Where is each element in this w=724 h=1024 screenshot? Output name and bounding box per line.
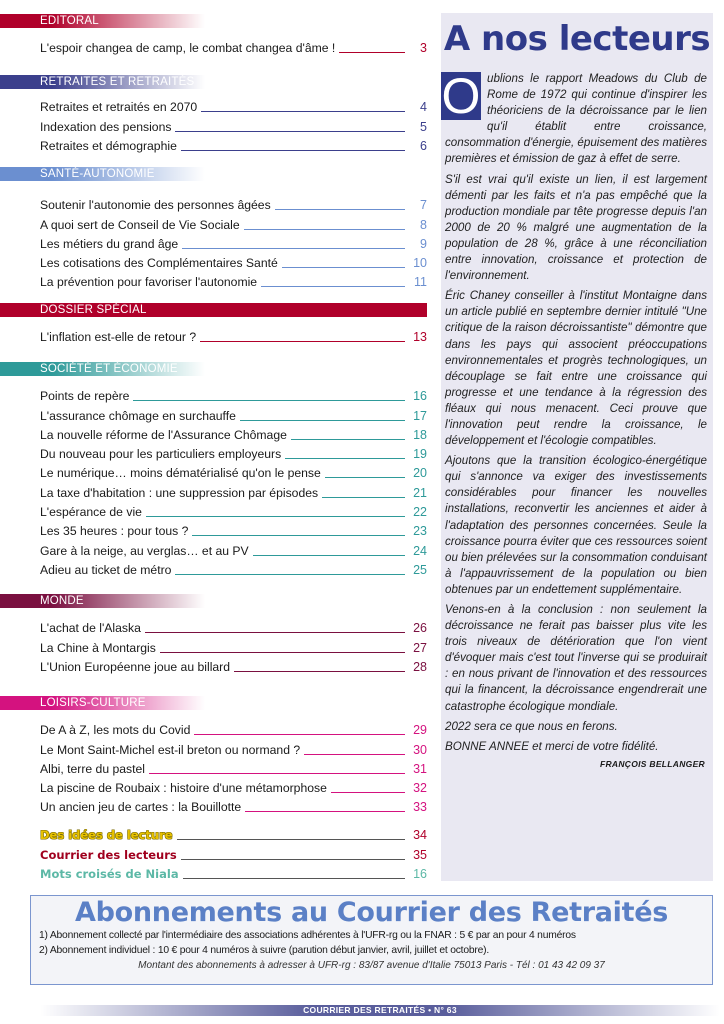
toc-entry-page: 32 bbox=[413, 781, 427, 796]
dot-leader bbox=[182, 248, 405, 249]
toc-entry-title: Retraites et retraités en 2070 bbox=[40, 100, 198, 115]
toc-entry[interactable] bbox=[0, 737, 427, 756]
dot-leader bbox=[261, 286, 405, 287]
dot-leader bbox=[181, 150, 405, 151]
toc-entry[interactable] bbox=[0, 193, 427, 212]
toc-entry-page: 26 bbox=[413, 621, 427, 636]
toc-entry-page: 21 bbox=[413, 485, 427, 500]
dot-leader bbox=[194, 734, 405, 735]
toc-entry-title: La prévention pour favoriser l'autonomie bbox=[40, 275, 258, 290]
toc-entry[interactable] bbox=[0, 270, 427, 289]
toc-entry-page: 20 bbox=[413, 466, 427, 481]
toc-entry-page: 28 bbox=[413, 659, 427, 674]
toc-entry-page: 34 bbox=[413, 828, 427, 843]
toc-entry-page: 35 bbox=[413, 847, 427, 862]
toc-entry-title: L'espérance de vie bbox=[40, 505, 142, 520]
toc-entry[interactable] bbox=[0, 538, 427, 557]
toc-entry-title: Un ancien jeu de cartes : la Bouillotte bbox=[40, 800, 242, 815]
editorial-signature: FRANÇOIS BELLANGER bbox=[599, 758, 705, 769]
toc-entry-title: Courrier des lecteurs bbox=[40, 847, 177, 862]
toc-entry-page: 16 bbox=[413, 866, 427, 881]
dot-leader bbox=[304, 754, 405, 755]
dot-leader bbox=[325, 477, 405, 478]
toc-entry-title: A quoi sert de Conseil de Vie Sociale bbox=[40, 217, 240, 232]
dot-leader bbox=[244, 229, 405, 230]
toc-entry[interactable] bbox=[0, 232, 427, 251]
toc-entry[interactable] bbox=[0, 212, 427, 231]
toc-section-loisirs bbox=[0, 696, 440, 814]
page-footer: COURRIER DES RETRAITÉS • N° 63 bbox=[40, 1005, 720, 1016]
toc-entry-title: La taxe d'habitation : une suppression par épisodes bbox=[40, 485, 319, 500]
toc-entry-page: 13 bbox=[413, 330, 427, 345]
toc-entry[interactable] bbox=[0, 384, 427, 403]
dot-leader bbox=[339, 52, 405, 53]
toc-entry-title: Indexation des pensions bbox=[40, 119, 172, 134]
toc-entry[interactable] bbox=[0, 95, 427, 114]
toc-entry[interactable] bbox=[0, 655, 427, 674]
subscription-option-2: 2) Abonnement individuel : 10 € pour 4 numéros à suivre (parution début janvier, avril, juillet et octobre). bbox=[39, 944, 490, 956]
toc-section-editoral bbox=[0, 14, 440, 55]
toc-entry-page: 6 bbox=[420, 138, 427, 153]
toc-entry[interactable] bbox=[0, 795, 427, 814]
editorial-title: A nos lecteurs bbox=[443, 19, 711, 59]
editorial-paragraph: Venons-en à la conclusion : non seulement la décroissance ne ferait pas baisser plus vite les trois niveaux de détérioration que l'on vient d'évoquer mais c'est tout l'inverse qui se produirait : en nous privant de l'innovation et des ressources qui la financent, la décroissance engendrerait une catastrophe écologique mondiale. bbox=[445, 603, 707, 713]
dot-leader bbox=[175, 574, 405, 575]
toc-entry-title: Le Mont Saint-Michel est-il breton ou normand ? bbox=[40, 742, 301, 757]
toc-entry-page: 16 bbox=[413, 389, 427, 404]
toc-entry[interactable] bbox=[0, 635, 427, 654]
toc-entry-title: Mots croisés de Niala bbox=[40, 866, 179, 881]
dot-leader bbox=[177, 839, 405, 840]
toc-entry-title: Retraites et démographie bbox=[40, 138, 177, 153]
toc-entry-page: 27 bbox=[413, 640, 427, 655]
toc-entry-page: 18 bbox=[413, 427, 427, 442]
toc-entry-title: Le numérique… moins dématérialisé qu'on le pense bbox=[40, 466, 321, 481]
dot-leader bbox=[245, 811, 405, 812]
toc-special-entry[interactable] bbox=[0, 823, 427, 842]
toc-entry-page: 7 bbox=[420, 198, 427, 213]
editorial-paragraph: BONNE ANNEE et merci de votre fidélité. bbox=[445, 739, 659, 753]
editorial-box bbox=[441, 13, 713, 881]
toc-entry-title: Les cotisations des Complémentaires Santé bbox=[40, 256, 278, 271]
toc-entry-title: L'inflation est-elle de retour ? bbox=[40, 330, 197, 345]
editorial-paragraph: 2022 sera ce que nous en ferons. bbox=[445, 719, 618, 733]
toc-section-dossier bbox=[0, 303, 440, 344]
section-header: MONDE bbox=[0, 594, 205, 608]
dot-leader bbox=[285, 458, 405, 459]
dot-leader bbox=[331, 792, 405, 793]
dot-leader bbox=[200, 341, 405, 342]
toc-entry-page: 11 bbox=[414, 275, 427, 290]
dot-leader bbox=[291, 439, 405, 440]
toc-entry[interactable] bbox=[0, 423, 427, 442]
toc-special-entry[interactable] bbox=[0, 842, 427, 861]
toc-entry[interactable] bbox=[0, 36, 427, 55]
toc-section-sante bbox=[0, 167, 440, 289]
dot-leader bbox=[322, 497, 405, 498]
toc-special-entry[interactable] bbox=[0, 862, 427, 881]
toc-entry[interactable] bbox=[0, 442, 427, 461]
toc-entry-page: 17 bbox=[413, 408, 427, 423]
toc-entry-title: L'achat de l'Alaska bbox=[40, 621, 141, 636]
toc-entry-title: La Chine à Montargis bbox=[40, 640, 156, 655]
toc-entry-title: Gare à la neige, au verglas… et au PV bbox=[40, 543, 249, 558]
editorial-paragraph: O ublions le rapport Meadows du Club de Rome de 1972 qui continue d'inspirer les théoriciens de la décroissance par le lien qu'il établit entre croissance, consommation d'énergie, épuisement des matières premières et émission de gaz à effet de serre. bbox=[441, 68, 707, 166]
toc-section-specials bbox=[0, 823, 440, 881]
toc-entry-page: 33 bbox=[413, 800, 427, 815]
toc-entry[interactable] bbox=[0, 718, 427, 737]
editorial-body bbox=[441, 65, 713, 755]
toc-entry[interactable] bbox=[0, 776, 427, 795]
dot-leader bbox=[183, 878, 405, 879]
editorial-paragraph: S'il est vrai qu'il existe un lien, il est largement démenti par les faits et n'a pas empêché que la production mondiale par tête progresse depuis l'an 2000 de 20 % malgré une augmentation de la population de 28 %, grâce à une réconciliation entre innovation, croissance et protection de l'environnement. bbox=[445, 172, 707, 283]
toc-entry-title: Adieu au ticket de métro bbox=[40, 562, 172, 577]
toc-entry-page: 22 bbox=[413, 505, 427, 520]
dot-leader bbox=[192, 535, 405, 536]
toc-entry[interactable] bbox=[0, 134, 427, 153]
dot-leader bbox=[160, 652, 405, 653]
dot-leader bbox=[201, 111, 405, 112]
section-header: SOCIÉTÉ ET ÉCONOMIE bbox=[0, 362, 205, 376]
dot-leader bbox=[275, 209, 405, 210]
toc-entry-title: Albi, terre du pastel bbox=[40, 761, 146, 776]
dot-leader bbox=[133, 400, 405, 401]
toc-entry-page: 29 bbox=[413, 723, 427, 738]
toc-entry-page: 19 bbox=[413, 447, 427, 462]
toc-entry[interactable] bbox=[0, 114, 427, 133]
toc-entry-title: Des idées de lecture bbox=[40, 828, 173, 843]
subscription-title: Abonnements au Courrier des Retraités bbox=[74, 897, 668, 928]
dot-leader bbox=[175, 131, 405, 132]
toc-entry-page: 5 bbox=[420, 119, 427, 134]
toc-entry-page: 25 bbox=[413, 562, 427, 577]
toc-section-retraites bbox=[0, 75, 440, 153]
editorial-paragraph: Éric Chaney conseiller à l'institut Montaigne dans un article publié en septembre dernier intitulé "Une critique de la raison décroissantiste" démontre que dans les pays qui associent préoccupations environnementales et progrès technologiques, un découplage se fait entre une croissance qui progresse et une tendance à la régression des fléaux qui nous menacent. Ceci prouve que l'innovation peut rendre la croissance, le développement et l'écologie compatibles. bbox=[445, 289, 707, 448]
toc-entry-page: 9 bbox=[420, 236, 427, 251]
toc-entry[interactable] bbox=[0, 251, 427, 270]
toc-entry-title: L'Union Européenne joue au billard bbox=[40, 659, 231, 674]
toc-entry[interactable] bbox=[0, 480, 427, 499]
section-header: DOSSIER SPÉCIAL bbox=[0, 303, 427, 317]
dot-leader bbox=[282, 267, 405, 268]
editorial-paragraph: Ajoutons que la transition écologico-énergétique qui s'annonce va exiger des investissements considérables pour financer les nouvelles installations, reconvertir les anciennes et aider à l'adaptation des personnes concernées. Seule la croissance pourra éviter que ces ressources soient ou bien prélevées sur la consommation conduisant à l'appauvrissement de la population ou bien obtenues par un endettement supplémentaire. bbox=[445, 454, 707, 596]
toc-entry-title: La nouvelle réforme de l'Assurance Chômage bbox=[40, 427, 287, 442]
dot-leader bbox=[146, 516, 405, 517]
toc-entry-title: Les métiers du grand âge bbox=[40, 236, 179, 251]
toc-section-monde bbox=[0, 594, 440, 674]
section-header: RETRAITES ET RETRAITÉS bbox=[0, 75, 205, 89]
toc-section-societe bbox=[0, 362, 440, 577]
toc-entry[interactable] bbox=[0, 500, 427, 519]
toc-entry[interactable] bbox=[0, 403, 427, 422]
toc-entry-page: 3 bbox=[420, 41, 427, 56]
toc-entry-page: 31 bbox=[413, 761, 427, 776]
subscription-address: Montant des abonnements à adresser à UFR-rg : 83/87 avenue d'Italie 75013 Paris - Tél : 01 43 42 09 37 bbox=[138, 960, 605, 971]
subscription-option-1: 1) Abonnement collecté par l'intermédiaire des associations adhérentes à l'UFR-rg ou la FNAR : 5 € par an pour 4 numéros bbox=[39, 930, 576, 941]
dot-leader bbox=[234, 671, 405, 672]
toc-entry-title: La piscine de Roubaix : histoire d'une métamorphose bbox=[40, 781, 327, 796]
toc-entry-page: 23 bbox=[413, 524, 427, 539]
toc-entry-title: Points de repère bbox=[40, 389, 130, 404]
toc-entry-page: 10 bbox=[413, 256, 427, 271]
toc-entry-title: Les 35 heures : pour tous ? bbox=[40, 524, 189, 539]
dot-leader bbox=[149, 773, 405, 774]
toc-entry-page: 30 bbox=[413, 742, 427, 757]
section-header: EDITORAL bbox=[0, 14, 205, 28]
section-header: LOISIRS-CULTURE bbox=[0, 696, 205, 710]
toc-entry-page: 8 bbox=[420, 217, 427, 232]
toc-entry[interactable] bbox=[0, 461, 427, 480]
toc-entry[interactable] bbox=[0, 757, 427, 776]
toc-entry-title: L'espoir changea de camp, le combat changea d'âme ! bbox=[40, 41, 336, 56]
dot-leader bbox=[145, 632, 405, 633]
toc-entry-title: Soutenir l'autonomie des personnes âgées bbox=[40, 198, 271, 213]
toc-entry-title: L'assurance chômage en surchauffe bbox=[40, 408, 236, 423]
dropcap-letter: O bbox=[441, 68, 481, 124]
section-header: SANTÉ-AUTONOMIE bbox=[0, 167, 205, 181]
toc-entry[interactable] bbox=[0, 519, 427, 538]
toc-entry-title: Du nouveau pour les particuliers employeurs bbox=[40, 447, 282, 462]
toc-entry-title: De A à Z, les mots du Covid bbox=[40, 723, 191, 738]
toc-entry[interactable] bbox=[0, 325, 427, 344]
dot-leader bbox=[253, 555, 405, 556]
dot-leader bbox=[240, 420, 405, 421]
toc-entry-page: 24 bbox=[413, 543, 427, 558]
toc-entry-page: 4 bbox=[420, 100, 427, 115]
dot-leader bbox=[181, 859, 405, 860]
toc-entry[interactable] bbox=[0, 558, 427, 577]
toc-entry[interactable] bbox=[0, 616, 427, 635]
subscription-box bbox=[30, 895, 713, 985]
